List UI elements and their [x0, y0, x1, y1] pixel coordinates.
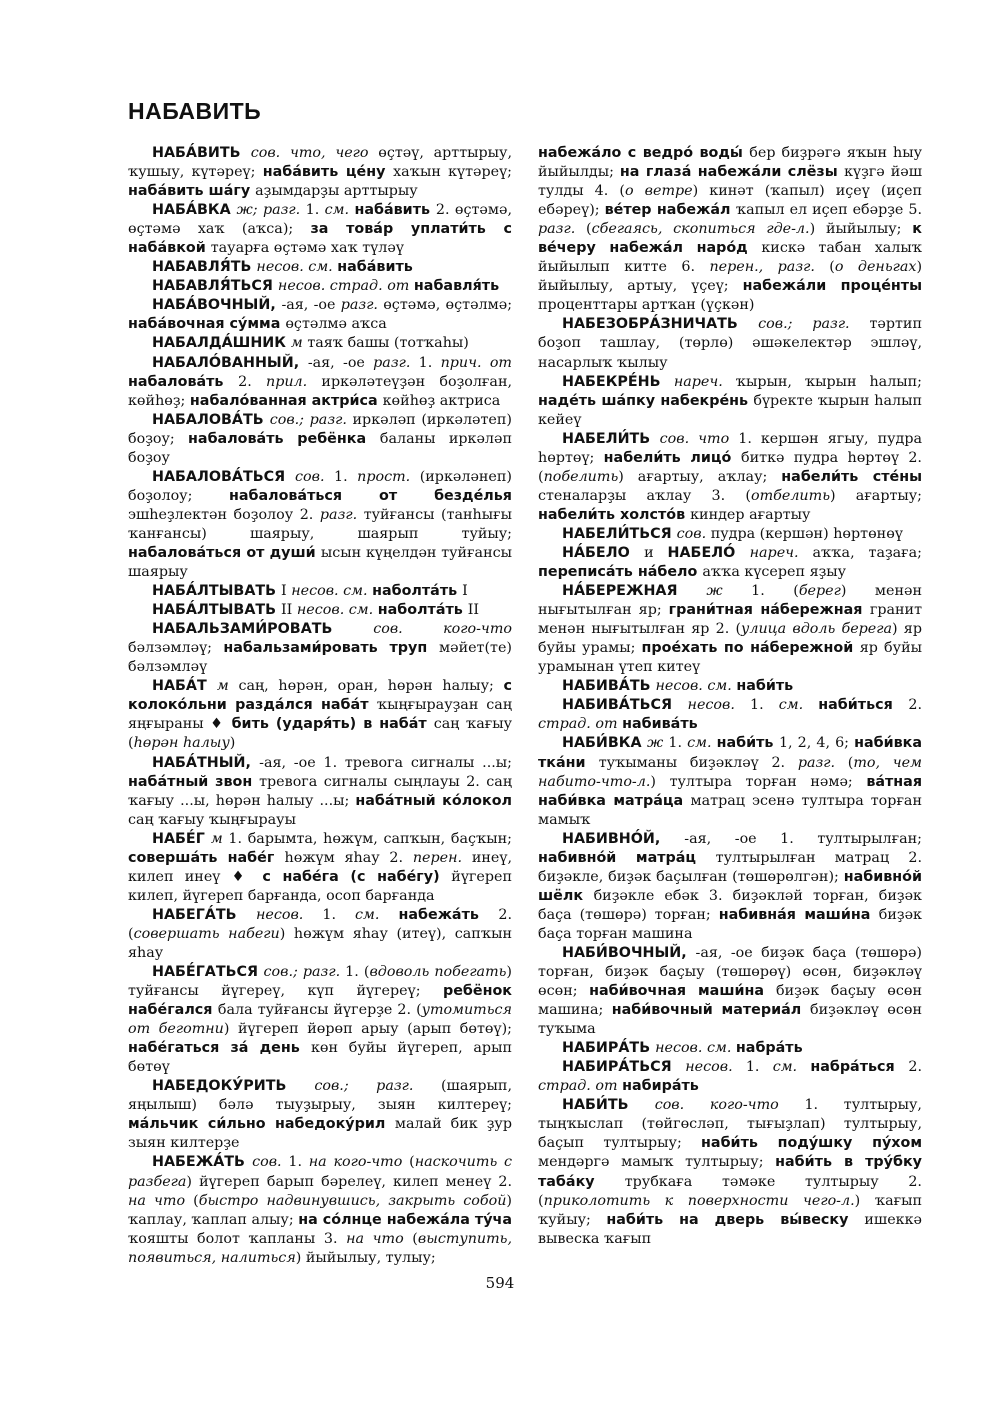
translation-text: биткә пудра һөртөү 2. ( — [538, 449, 922, 485]
translation-text: 1. — [334, 468, 358, 485]
grammar-note: сов.; разг. — [314, 1078, 441, 1095]
headword: переписа́ть на́бело — [538, 564, 703, 581]
translation-text: ) — [229, 735, 236, 752]
grammar-note: несов. см. — [655, 1040, 736, 1057]
grammar-note: несов. см. — [296, 602, 378, 619]
dictionary-entry — [538, 830, 922, 944]
headword: НАБЕКРЕ́НЬ — [562, 373, 674, 390]
grammar-note: нареч. — [749, 544, 813, 561]
translation-text: 1, 2, 4, 6; — [778, 735, 855, 752]
translation-text: (иркәләнеп) боҙолоу; — [128, 468, 512, 504]
translation-text: өҫтәлмә аҡса — [285, 316, 387, 333]
headword: набе́гаться за́ день — [128, 1040, 311, 1057]
page-number: 594 — [485, 1274, 515, 1292]
translation-text: биҙәкләү өсөн туҡыма — [538, 1002, 922, 1038]
grammar-note: разг. — [340, 297, 384, 314]
translation-text: иркәләтеүҙән боҙолған, көйһөҙ; — [128, 373, 513, 409]
grammar-note: см. — [778, 697, 819, 714]
translation-text: 2. — [908, 1059, 922, 1076]
translation-text: эшһеҙлектән боҙолоу 2. — [128, 506, 320, 523]
translation-text: бәлзәмләү; — [128, 640, 224, 657]
dictionary-entry — [128, 754, 512, 830]
translation-text: 1. — [305, 202, 325, 219]
grammar-note: вдоволь побегать — [369, 964, 507, 981]
dictionary-entry — [128, 277, 512, 296]
translation-text: ( — [847, 754, 854, 771]
grammar-note: на кого-что — [308, 1154, 410, 1171]
translation-text: ысын күңелдән туйғансы шаярыу — [128, 544, 512, 581]
translation-text: ҡояшты болот ҡапланы 3. — [128, 1230, 347, 1247]
headword: наба́тный ко́локол — [355, 792, 513, 809]
dictionary-entry — [128, 677, 512, 753]
grammar-note: ж — [647, 735, 669, 752]
headword: НАБИ́ВОЧНЫЙ, — [562, 944, 696, 961]
grammar-note: сов. — [252, 1154, 289, 1171]
translation-text: көйһөҙ актриса — [382, 392, 501, 409]
headword: НАБА́ЛТЫВАТЬ — [152, 602, 282, 619]
translation-text: II — [281, 602, 297, 619]
grammar-note: см. — [355, 906, 399, 923]
headword: НАБАЛЬЗАМИ́РОВАТЬ — [152, 621, 374, 638]
grammar-note: о ветре — [624, 183, 693, 200]
translation-text: тревога сигналы сыңлауы 2. саң ҡағыу ...ы, һөрән һалыу ...ы; — [128, 773, 512, 809]
headword: наби́ть — [716, 735, 779, 752]
translation-text: стеналарҙы аҡлау 3. ( — [538, 487, 751, 504]
headword: наби́ть — [736, 678, 794, 695]
headword: НАБИВА́ТЬ — [562, 678, 656, 695]
headword: НАБЕЛИ́ТЬСЯ — [562, 525, 677, 542]
grammar-note: сов.; разг. — [263, 964, 346, 981]
headword: наболта́ть — [377, 602, 468, 619]
dictionary-entry — [128, 144, 512, 201]
dictionary-entry — [128, 906, 512, 963]
headword: НА́БЕРЕЖНАЯ — [562, 583, 707, 600]
dictionary-entry — [538, 734, 922, 829]
grammar-note: м — [290, 335, 308, 352]
translation-text: 1. — [745, 1059, 773, 1076]
translation-text: һөжүм яһау 2. — [284, 849, 413, 866]
translation-text: ( — [829, 259, 835, 276]
translation-text: ) кинәт (ҡапыл) иҫеү (иҫеп ебәреү); — [538, 183, 922, 219]
headword: набра́ть — [735, 1040, 803, 1057]
translation-text: -ая, -ое — [307, 354, 374, 371]
translation-text: ) йүгереп йөрөп арыу (арып бөтөү); — [223, 1021, 512, 1038]
translation-text: гранит менән нығытылған яр 2. ( — [538, 602, 922, 638]
translation-text: туйғансы (танһығы ҡанғансы) шаярыу, шаярып туйыу; — [128, 506, 512, 542]
grammar-note: быстро надвинувшись, закрыть собой — [198, 1192, 507, 1209]
translation-text: хаҡын күтәреү; — [393, 164, 512, 181]
translation-text: ишеккә вывеска ҡағып — [538, 1211, 923, 1247]
translation-text: -ая, -ое — [281, 297, 341, 314]
translation-text: 1. — [418, 354, 441, 371]
translation-text: матрац эсенә тултыра торған мамыҡ — [538, 792, 922, 828]
headword: набалова́ться от безде́лья — [228, 487, 512, 504]
dictionary-entry — [538, 696, 922, 734]
dictionary-entry — [538, 1039, 922, 1058]
headword: набежа́ли проце́нты — [742, 278, 922, 295]
headword: набра́ться — [810, 1059, 909, 1076]
translation-text: инеү, килеп инеү ♦ — [128, 849, 513, 885]
dictionary-entry — [538, 430, 922, 525]
grammar-note: несов. — [685, 1059, 746, 1076]
headword: НАБЕЛИ́ТЬ — [562, 430, 660, 447]
headword: набели́ть сте́ны — [781, 468, 922, 485]
headword: НАБИРА́ТЬСЯ — [562, 1059, 686, 1076]
headword: набивно́й матра́ц — [538, 849, 716, 866]
grammar-note: см. — [687, 735, 717, 752]
grammar-note: то, чем набито-что-л. — [538, 754, 922, 790]
grammar-note: отбелить — [750, 487, 830, 504]
headword: НАБА́ТНЫЙ, — [152, 754, 260, 771]
grammar-note: прич. от — [440, 354, 512, 371]
headword: бить (ударя́ть) в наба́т — [231, 716, 434, 733]
headword: прое́хать по на́бережной — [641, 640, 860, 657]
grammar-note: страд. от — [538, 716, 623, 733]
headword: НАБА́ВОЧНЫЙ, — [152, 297, 282, 314]
translation-text: тәртип боҙоп ташлау, (төрлө) әшәкелектәр эшләү, насарлыҡ ҡылыу — [538, 316, 922, 371]
headword: НАБАЛДА́ШНИК — [152, 335, 291, 352]
translation-text: өҫтәү, арттырыу, ҡушыу, күтәреү; — [128, 145, 512, 181]
translation-text: баланы иркәләп боҙоу — [128, 430, 512, 466]
dictionary-entry — [538, 544, 922, 582]
dictionary-entry — [538, 1058, 922, 1096]
translation-text: ( — [586, 221, 592, 238]
translation-text: иркәләп (иркәләтеп) боҙоу; — [128, 411, 512, 447]
translation-text: -ая, -ое 1. тревога сигналы ...ы; — [259, 754, 512, 771]
headword: набели́ть холсто́в — [538, 506, 691, 523]
translation-text: ҡырын, ҡырын һалып; — [735, 373, 922, 390]
headword: набавля́ть — [413, 278, 500, 295]
translation-text: 2. — [908, 697, 922, 714]
headword: набива́ть — [622, 716, 698, 733]
headword: НАБЕ́ГАТЬСЯ — [152, 964, 264, 981]
translation-text: и — [644, 544, 668, 561]
grammar-note: несов. см. — [291, 583, 373, 600]
headword: с набе́га (с набе́гу) — [262, 868, 452, 885]
grammar-note: сбегаясь, скопиться где-л. — [591, 221, 810, 238]
headword: НАБЕ́Г — [152, 830, 211, 847]
grammar-note: страд. от — [538, 1078, 623, 1095]
headword: набальзами́ровать труп — [223, 640, 439, 657]
dictionary-entry — [128, 963, 512, 1077]
grammar-note: сов. — [676, 525, 711, 542]
headword: наби́вочный материа́л — [611, 1002, 811, 1019]
grammar-note: сов. — [295, 468, 335, 485]
grammar-note: прил. — [265, 373, 322, 390]
headword: НАБАЛОВА́ТЬ — [152, 411, 270, 428]
translation-text: ҡыңғырауҙан саң яңғыраны ♦ — [128, 697, 512, 733]
dictionary-entry — [128, 258, 512, 277]
grammar-note: приколотить к поверхности чего-л. — [543, 1192, 855, 1209]
translation-text: ) тултыра торған нәмә; — [650, 773, 867, 790]
translation-text: ҡапыл ел иҫеп ебәрҙе 5. — [735, 202, 922, 219]
dictionary-entry — [128, 354, 512, 411]
headword: ва́тная наби́вка матра́ца — [538, 773, 922, 809]
headword: НАБА́ЛТЫВАТЬ — [152, 583, 282, 600]
headword: НАБАВЛЯ́ТЬСЯ — [152, 278, 278, 295]
headword: наде́ть ша́пку набекре́нь — [538, 392, 754, 409]
headword: к ве́черу набежа́л наро́д — [538, 221, 922, 257]
headword: набало́ванная актри́са — [189, 392, 383, 409]
translation-text: ) ағартыу, аҡлау; — [618, 468, 782, 485]
headword: наба́вить — [354, 202, 436, 219]
dictionary-entry — [128, 334, 512, 353]
grammar-note: һөрән һалыу — [133, 735, 230, 752]
translation-text: I — [462, 583, 468, 600]
headword: НАБАЛО́ВАННЫЙ, — [152, 354, 308, 371]
translation-text: ) һөжүм яһау (итеү), сапҡын яһау — [128, 925, 512, 961]
grammar-note: выступить, появиться, налиться — [128, 1230, 512, 1266]
dictionary-entry — [128, 620, 512, 677]
grammar-note: совершать набеги — [133, 925, 280, 942]
headword: наба́вить ша́гу — [128, 183, 256, 200]
headword: набивно́й шёлк — [538, 868, 922, 904]
translation-text: өҫтәмә, өҫтәлмә; — [383, 297, 513, 314]
grammar-note: несов. — [255, 906, 323, 923]
translation-text: ) яр буйы урамы; — [538, 621, 922, 657]
translation-text: 2. ( — [128, 906, 513, 942]
dictionary-entry — [128, 1153, 512, 1267]
headword: набалова́ть — [128, 373, 239, 390]
translation-text: киндер ағартыу — [690, 506, 811, 523]
headword: на глаза́ набежа́ли слёзы — [619, 164, 845, 181]
headword: НА́БЕЛО — [562, 544, 645, 561]
headword: НАБА́ВКА — [152, 202, 237, 219]
headword: НАБИРА́ТЬ — [562, 1040, 656, 1057]
translation-text: 1. — [322, 906, 356, 923]
headword: НАБЕЛО́ — [667, 544, 750, 561]
translation-text: ) йыйылыу, тулыу; — [295, 1249, 436, 1266]
grammar-note: разг. — [373, 354, 419, 371]
translation-text: -ая, -ое биҙәк баҫа (төшөрә) торған, биҙәк баҫыу (төшөрөү) өсөн, биҙәкләү өсөн; — [538, 944, 922, 1000]
headword: НАБАЛОВА́ТЬСЯ — [152, 468, 296, 485]
translation-text: ) йыйылыу, артыу, үҫеү; — [538, 259, 923, 295]
headword: наби́вочная маши́на — [589, 983, 777, 1000]
right-column — [538, 144, 922, 1249]
headword: набалова́ться от души́ — [128, 544, 321, 561]
translation-text: 1. ( — [345, 964, 370, 981]
headword: соверша́ть набе́г — [128, 849, 285, 866]
dictionary-entry — [128, 296, 512, 334]
dictionary-entry — [128, 830, 512, 906]
translation-text: 1. кершән ягыу, пудра һөртөү; — [538, 430, 922, 466]
grammar-note: сов. что — [659, 430, 739, 447]
grammar-note: см. — [772, 1059, 811, 1076]
translation-text: саң ҡағыу ( — [128, 716, 512, 752]
grammar-note: перен., разг. — [709, 259, 830, 276]
grammar-note: сов. кого-что — [654, 1097, 805, 1114]
headword: с колоко́льни разда́лся наба́т — [128, 678, 512, 714]
translation-text: аҙымдарҙы арттырыу — [255, 183, 418, 200]
grammar-note: сов. кого-что — [373, 621, 512, 638]
translation-text: ) ҡаплау, ҡаплап алыу; — [128, 1192, 512, 1228]
translation-text: 2. өҫтәмә, өҫтәмә хаҡ (аҡса); — [128, 202, 513, 238]
headword: грани́тная на́бережная — [668, 602, 870, 619]
grammar-note: разг. — [797, 754, 848, 771]
translation-text: туҡыманы биҙәкләү 2. — [598, 754, 798, 771]
grammar-note: наскочить с разбега — [128, 1154, 512, 1190]
translation-text: малай бик ҙур зыян килтерҙе — [128, 1116, 512, 1152]
grammar-note: м — [210, 830, 229, 847]
dictionary-entry — [128, 468, 512, 582]
headword: наби́вка тка́ни — [538, 735, 922, 771]
translation-text: 1. — [288, 1154, 309, 1171]
grammar-note: м — [216, 678, 239, 695]
dictionary-entry — [538, 315, 922, 372]
headword: набежа́ло с ведро́ воды́ — [538, 145, 750, 161]
dictionary-entry — [538, 582, 922, 677]
translation-text: трубкаға тәмәке тултырыу 2. ( — [538, 1173, 922, 1209]
translation-text: саң, һөрән, оран, һөрән һалыу; — [238, 678, 504, 695]
headword: набели́ть лицо́ — [603, 449, 742, 466]
dictionary-entry — [538, 144, 922, 315]
dictionary-entry — [538, 1096, 922, 1248]
translation-text: ) ҡағып ҡуйыу; — [538, 1192, 922, 1228]
headword: НАБИ́ТЬ — [562, 1097, 655, 1114]
translation-text: ( — [409, 1154, 415, 1171]
grammar-note: см. — [324, 202, 355, 219]
grammar-note: на что — [128, 1192, 194, 1209]
translation-text: тауарға өҫтәмә хаҡ түләү — [210, 240, 404, 257]
grammar-note: о деньгах — [834, 259, 917, 276]
translation-text: йүгереп килеп, йүгереп барғанда, осоп барғанда — [128, 868, 512, 904]
translation-text: мәйет(те) бәлзәмләү — [128, 640, 512, 676]
grammar-note: утомиться от беготни — [128, 1002, 512, 1038]
translation-text: I — [281, 583, 292, 600]
headword: НАБЕЖА́ТЬ — [152, 1154, 253, 1171]
grammar-note: на что — [346, 1230, 413, 1247]
translation-text: 2. — [238, 373, 266, 390]
grammar-note: сов.; разг. — [269, 411, 353, 428]
left-column — [128, 144, 512, 1268]
translation-text: пудра (кершән) һөртөнөү — [710, 525, 903, 542]
dictionary-entry — [538, 525, 922, 544]
grammar-note: улица вдоль берега — [741, 621, 893, 638]
headword: ма́льчик си́льно набедоку́рил — [128, 1116, 395, 1133]
grammar-note: ж — [706, 583, 752, 600]
translation-text: проценттары артҡан (үҫкән) — [538, 297, 755, 314]
translation-text: II — [467, 602, 480, 619]
translation-text: 1. — [668, 735, 688, 752]
grammar-note: прост. — [357, 468, 420, 485]
dictionary-entry — [128, 201, 512, 258]
headword: НАБАВЛЯ́ТЬ — [152, 259, 257, 276]
translation-text: көн буйы йүгереп, арып бөтөү — [128, 1040, 512, 1076]
grammar-note: ж; разг. — [236, 202, 306, 219]
grammar-note: несов. — [687, 697, 751, 714]
translation-text: ) йүгереп барып бәрелеү, килеп менеү 2. — [186, 1173, 512, 1190]
headword: набежа́ть — [398, 906, 499, 923]
translation-text: бала туйғансы йүгерҙе 2. ( — [217, 1002, 422, 1019]
translation-text: биҙәк баҫыу өсөн машина; — [538, 983, 922, 1019]
translation-text: ( — [412, 1230, 418, 1247]
translation-text: яр буйы урамынан үтеп китеү — [538, 640, 922, 676]
translation-text: аҡҡа күсереп яҙыу — [702, 564, 847, 581]
dictionary-entry — [538, 677, 922, 696]
grammar-note: берег — [798, 583, 841, 600]
translation-text: саң ҡағыу ҡыңғырауы — [128, 811, 296, 828]
headword: НАБЕГА́ТЬ — [152, 906, 256, 923]
grammar-note: перен. — [412, 849, 472, 866]
dictionary-entry — [538, 373, 922, 430]
translation-text: 1. барымта, һөжүм, сапҡын, баҫҡын; — [228, 830, 512, 847]
headword: наба́вить це́ну — [262, 164, 394, 181]
headword: набира́ть — [622, 1078, 699, 1095]
grammar-note: побелить — [543, 468, 619, 485]
translation-text: бүректе ҡырын һалып кейеү — [538, 392, 922, 428]
translation-text: тултырылған матрац 2. биҙәкле, биҙәк баҫылған (төшөрөлгән); — [538, 849, 922, 885]
headword: наболта́ть — [372, 583, 463, 600]
translation-text: ( — [193, 1192, 199, 1209]
headword: наби́ть на дверь вы́веску — [606, 1211, 865, 1228]
headword: наба́тный звон — [128, 773, 260, 790]
headword: НАБЕЗОБРА́ЗНИЧАТЬ — [562, 316, 759, 333]
grammar-note: несов. см. — [655, 678, 737, 695]
running-head: НАБАВИТЬ — [128, 98, 262, 124]
headword: НАБА́Т — [152, 678, 217, 695]
headword: НАБИВНО́Й, — [562, 830, 685, 847]
headword: набивна́я маши́на — [718, 906, 879, 923]
translation-text: биҙәк баҫа торған машина — [538, 906, 922, 942]
translation-text: аҡҡа, таҙаға; — [812, 544, 922, 561]
translation-text: ) ағартыу; — [829, 487, 922, 504]
grammar-note: нареч. — [673, 373, 736, 390]
dictionary-entry — [128, 1077, 512, 1153]
translation-text: 1. — [750, 697, 779, 714]
translation-text: кискә табан халыҡ йыйылып китте 6. — [538, 240, 922, 276]
headword: НАБЕДОКУ́РИТЬ — [152, 1078, 315, 1095]
headword: наби́ться — [818, 697, 909, 714]
translation-text: 1. ( — [751, 583, 799, 600]
translation-text: күҙгә йәш тулды 4. ( — [538, 164, 922, 200]
headword: НАБА́ВИТЬ — [152, 145, 251, 161]
headword: ве́тер набежа́л — [604, 202, 736, 219]
dictionary-entry — [538, 944, 922, 1039]
translation-text: ) менән нығытылған яр; — [538, 583, 923, 619]
headword: НАБИВА́ТЬСЯ — [562, 697, 688, 714]
translation-text: 1. тултырыу, тыңҡыслап (төйгөсләп, тығыҙлап) тултырыу, баҫып тултырыу; — [538, 1097, 922, 1152]
translation-text: мендәргә мамыҡ тултырыу; — [538, 1154, 776, 1171]
headword: наба́вить — [337, 259, 413, 276]
translation-text: ) туйғансы йүгереү, күп йүгереү; — [128, 964, 512, 1000]
translation-text: бер биҙрәгә яҡын һыу йыйылды; — [538, 145, 922, 181]
headword: наби́ть поду́шку пу́хом — [701, 1135, 922, 1152]
headword: наби́ть в тру́бку таба́ку — [538, 1154, 922, 1190]
headword: набалова́ть ребёнка — [188, 430, 380, 447]
grammar-note: разг. — [538, 221, 587, 238]
headword: за това́р уплати́ть с наба́вкой — [128, 221, 512, 257]
translation-text: (шаярып, яңылыш) бәлә тыуҙырыу, зыян килтереү; — [128, 1078, 512, 1114]
headword: наба́вочная су́мма — [128, 316, 286, 333]
grammar-note: сов. что, чего — [250, 145, 379, 161]
grammar-note: несов. см. — [256, 259, 338, 276]
grammar-note: разг. — [319, 506, 364, 523]
translation-text: биҙәкле ебәк 3. биҙәкләй торған, биҙәк баҫа (төшөрә) торған; — [538, 887, 922, 923]
translation-text: -ая, -ое 1. тултырылған; — [684, 830, 922, 847]
headword: на со́лнце набежа́ла ту́ча — [298, 1211, 512, 1228]
grammar-note: несов. страд. от — [277, 278, 414, 295]
dictionary-entry — [128, 582, 512, 601]
translation-text: ) йыйылыу; — [809, 221, 913, 238]
dictionary-entry — [128, 601, 512, 620]
dictionary-entry — [128, 411, 512, 468]
translation-text: таяҡ башы (тотҡаһы) — [307, 335, 469, 352]
headword: НАБИ́ВКА — [562, 735, 648, 752]
headword: ребёнок набе́гался — [128, 983, 512, 1019]
grammar-note: сов.; разг. — [758, 316, 870, 333]
